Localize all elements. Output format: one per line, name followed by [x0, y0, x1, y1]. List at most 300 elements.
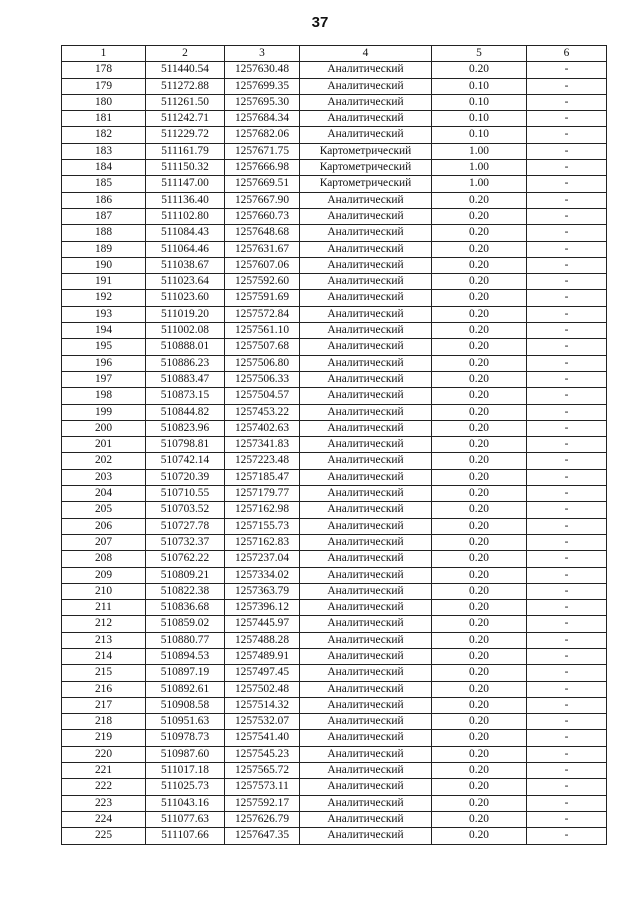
table-cell: 1257179.77	[225, 486, 300, 502]
table-cell: 511084.43	[146, 225, 225, 241]
table-row	[62, 469, 607, 485]
table-row	[62, 567, 607, 583]
table-row	[62, 404, 607, 420]
table-row	[62, 746, 607, 762]
table-cell: 1257507.68	[225, 339, 300, 355]
table-row	[62, 241, 607, 257]
table-cell: -	[527, 371, 607, 387]
column-header: 5	[432, 46, 527, 62]
table-cell: -	[527, 502, 607, 518]
table-cell: 510897.19	[146, 665, 225, 681]
table-cell: 0.20	[432, 290, 527, 306]
table-cell: 510703.52	[146, 502, 225, 518]
table-cell: 510732.37	[146, 534, 225, 550]
table-row	[62, 502, 607, 518]
coordinates-table	[61, 45, 607, 845]
table-cell: 1257648.68	[225, 225, 300, 241]
table-cell: 1257669.51	[225, 176, 300, 192]
table-body	[62, 62, 607, 844]
table-cell: 206	[62, 518, 146, 534]
table-cell: 196	[62, 355, 146, 371]
table-cell: -	[527, 78, 607, 94]
table-cell: -	[527, 94, 607, 110]
table-cell: 0.10	[432, 127, 527, 143]
table-cell: -	[527, 225, 607, 241]
table-row	[62, 518, 607, 534]
table-cell: -	[527, 257, 607, 273]
table-cell: 217	[62, 697, 146, 713]
table-cell: 183	[62, 143, 146, 159]
table-cell: Аналитический	[300, 583, 432, 599]
table-row	[62, 62, 607, 78]
table-cell: -	[527, 453, 607, 469]
table-cell: 0.20	[432, 648, 527, 664]
table-cell: 0.20	[432, 534, 527, 550]
table-cell: 510844.82	[146, 404, 225, 420]
table-cell: 511107.66	[146, 828, 225, 844]
table-row	[62, 697, 607, 713]
table-cell: -	[527, 681, 607, 697]
table-cell: Аналитический	[300, 730, 432, 746]
table-cell: 195	[62, 339, 146, 355]
table-row	[62, 648, 607, 664]
table-cell: -	[527, 697, 607, 713]
table-cell: 0.10	[432, 78, 527, 94]
table-cell: 225	[62, 828, 146, 844]
table-cell: Аналитический	[300, 257, 432, 273]
table-cell: 181	[62, 111, 146, 127]
table-row	[62, 420, 607, 436]
table-cell: -	[527, 600, 607, 616]
table-cell: 511136.40	[146, 192, 225, 208]
table-cell: 219	[62, 730, 146, 746]
table-cell: -	[527, 355, 607, 371]
table-cell: Аналитический	[300, 225, 432, 241]
table-cell: -	[527, 714, 607, 730]
table-cell: -	[527, 290, 607, 306]
table-row	[62, 714, 607, 730]
column-header: 4	[300, 46, 432, 62]
table-cell: Аналитический	[300, 779, 432, 795]
table-cell: 0.20	[432, 502, 527, 518]
table-cell: 0.20	[432, 616, 527, 632]
table-cell: 511272.88	[146, 78, 225, 94]
table-cell: Аналитический	[300, 600, 432, 616]
table-cell: 0.20	[432, 371, 527, 387]
table-cell: -	[527, 143, 607, 159]
table-row	[62, 681, 607, 697]
table-cell: -	[527, 567, 607, 583]
table-cell: Аналитический	[300, 78, 432, 94]
table-cell: Аналитический	[300, 828, 432, 844]
table-cell: 510859.02	[146, 616, 225, 632]
table-row	[62, 257, 607, 273]
table-cell: 0.20	[432, 714, 527, 730]
table-cell: 184	[62, 160, 146, 176]
table-cell: 510894.53	[146, 648, 225, 664]
table-cell: 1257667.90	[225, 192, 300, 208]
table-cell: Картометрический	[300, 176, 432, 192]
table-row	[62, 616, 607, 632]
table-cell: 0.20	[432, 567, 527, 583]
table-cell: 192	[62, 290, 146, 306]
table-row	[62, 355, 607, 371]
table-cell: Аналитический	[300, 192, 432, 208]
table-cell: -	[527, 420, 607, 436]
table-cell: -	[527, 111, 607, 127]
table-cell: 1257162.98	[225, 502, 300, 518]
table-cell: 0.20	[432, 795, 527, 811]
table-cell: 0.20	[432, 404, 527, 420]
table-cell: 0.20	[432, 208, 527, 224]
table-cell: 0.20	[432, 192, 527, 208]
table-cell: 1257541.40	[225, 730, 300, 746]
table-cell: 0.20	[432, 339, 527, 355]
table-cell: 511043.16	[146, 795, 225, 811]
table-cell: -	[527, 551, 607, 567]
table-cell: 511017.18	[146, 763, 225, 779]
table-cell: 1257592.17	[225, 795, 300, 811]
table-cell: 510908.58	[146, 697, 225, 713]
table-cell: 1257591.69	[225, 290, 300, 306]
table-cell: 185	[62, 176, 146, 192]
table-cell: 1.00	[432, 160, 527, 176]
table-cell: 190	[62, 257, 146, 273]
table-row	[62, 78, 607, 94]
table-cell: -	[527, 437, 607, 453]
table-cell: Картометрический	[300, 160, 432, 176]
table-cell: 0.20	[432, 632, 527, 648]
table-cell: 1257626.79	[225, 811, 300, 827]
table-row	[62, 665, 607, 681]
table-cell: 510883.47	[146, 371, 225, 387]
table-cell: -	[527, 648, 607, 664]
table-cell: 193	[62, 306, 146, 322]
table-cell: -	[527, 208, 607, 224]
table-cell: 1257660.73	[225, 208, 300, 224]
table-cell: -	[527, 763, 607, 779]
table-cell: 1257630.48	[225, 62, 300, 78]
table-cell: 511147.00	[146, 176, 225, 192]
table-row	[62, 339, 607, 355]
table-row	[62, 730, 607, 746]
table-cell: 511023.60	[146, 290, 225, 306]
table-cell: 1257223.48	[225, 453, 300, 469]
table-cell: 179	[62, 78, 146, 94]
table-cell: 510888.01	[146, 339, 225, 355]
table-cell: 194	[62, 323, 146, 339]
table-cell: -	[527, 306, 607, 322]
table-row	[62, 811, 607, 827]
column-header: 3	[225, 46, 300, 62]
table-cell: -	[527, 665, 607, 681]
table-cell: -	[527, 486, 607, 502]
table-cell: 0.20	[432, 763, 527, 779]
table-cell: 186	[62, 192, 146, 208]
page-number: 37	[311, 14, 329, 31]
table-cell: -	[527, 795, 607, 811]
table-cell: -	[527, 730, 607, 746]
table-cell: 0.20	[432, 355, 527, 371]
table-cell: Аналитический	[300, 290, 432, 306]
table-cell: 511002.08	[146, 323, 225, 339]
table-cell: 1257695.30	[225, 94, 300, 110]
table-cell: 1257363.79	[225, 583, 300, 599]
table-cell: Аналитический	[300, 648, 432, 664]
table-cell: 224	[62, 811, 146, 827]
table-cell: 1257699.35	[225, 78, 300, 94]
table-cell: 187	[62, 208, 146, 224]
table-cell: -	[527, 469, 607, 485]
table-cell: 0.20	[432, 306, 527, 322]
table-cell: 188	[62, 225, 146, 241]
table-cell: 213	[62, 632, 146, 648]
table-cell: Аналитический	[300, 371, 432, 387]
table-cell: Аналитический	[300, 355, 432, 371]
table-cell: 211	[62, 600, 146, 616]
table-cell: Аналитический	[300, 502, 432, 518]
table-cell: 0.10	[432, 94, 527, 110]
table-row	[62, 208, 607, 224]
table-cell: Аналитический	[300, 795, 432, 811]
table-cell: 510978.73	[146, 730, 225, 746]
table-cell: 0.20	[432, 274, 527, 290]
table-cell: 0.20	[432, 469, 527, 485]
table-cell: 0.20	[432, 420, 527, 436]
table-row	[62, 323, 607, 339]
table-cell: 511102.80	[146, 208, 225, 224]
table-cell: 1257396.12	[225, 600, 300, 616]
table-cell: 1257572.84	[225, 306, 300, 322]
table-cell: 0.20	[432, 388, 527, 404]
table-cell: 180	[62, 94, 146, 110]
table-row	[62, 453, 607, 469]
table-cell: 191	[62, 274, 146, 290]
table-cell: Аналитический	[300, 388, 432, 404]
table-cell: -	[527, 811, 607, 827]
table-cell: 511261.50	[146, 94, 225, 110]
table-cell: Аналитический	[300, 62, 432, 78]
table-cell: 216	[62, 681, 146, 697]
table-cell: -	[527, 632, 607, 648]
table-cell: Аналитический	[300, 420, 432, 436]
table-cell: 199	[62, 404, 146, 420]
table-cell: Аналитический	[300, 681, 432, 697]
table-cell: 1257504.57	[225, 388, 300, 404]
table-cell: 204	[62, 486, 146, 502]
table-cell: 0.20	[432, 241, 527, 257]
table-cell: Аналитический	[300, 616, 432, 632]
table-cell: 212	[62, 616, 146, 632]
table-cell: 1257545.23	[225, 746, 300, 762]
table-cell: 1257402.63	[225, 420, 300, 436]
table-cell: Аналитический	[300, 763, 432, 779]
table-cell: Аналитический	[300, 714, 432, 730]
table-cell: 0.20	[432, 486, 527, 502]
table-row	[62, 551, 607, 567]
table-cell: -	[527, 779, 607, 795]
table-cell: 220	[62, 746, 146, 762]
table-cell: 510720.39	[146, 469, 225, 485]
table-cell: 215	[62, 665, 146, 681]
table-cell: 1257155.73	[225, 518, 300, 534]
table-cell: Аналитический	[300, 811, 432, 827]
table-row	[62, 306, 607, 322]
table-cell: 511229.72	[146, 127, 225, 143]
table-cell: 1257561.10	[225, 323, 300, 339]
table-row	[62, 583, 607, 599]
table-cell: 0.20	[432, 583, 527, 599]
table-cell: -	[527, 339, 607, 355]
table-cell: -	[527, 176, 607, 192]
table-cell: 1.00	[432, 176, 527, 192]
table-cell: 1257682.06	[225, 127, 300, 143]
table-cell: Картометрический	[300, 143, 432, 159]
table-cell: Аналитический	[300, 274, 432, 290]
table-cell: 218	[62, 714, 146, 730]
table-cell: 1257445.97	[225, 616, 300, 632]
table-cell: Аналитический	[300, 437, 432, 453]
table-cell: -	[527, 127, 607, 143]
table-row	[62, 192, 607, 208]
table-cell: 1257532.07	[225, 714, 300, 730]
table-cell: 510742.14	[146, 453, 225, 469]
table-cell: 189	[62, 241, 146, 257]
table-cell: Аналитический	[300, 665, 432, 681]
table-row	[62, 290, 607, 306]
table-cell: 1257666.98	[225, 160, 300, 176]
table-cell: 209	[62, 567, 146, 583]
table-cell: 510822.38	[146, 583, 225, 599]
column-header: 2	[146, 46, 225, 62]
table-cell: 510880.77	[146, 632, 225, 648]
table-cell: 0.20	[432, 681, 527, 697]
table-cell: 197	[62, 371, 146, 387]
table-cell: -	[527, 160, 607, 176]
table-cell: 182	[62, 127, 146, 143]
table-cell: 1257573.11	[225, 779, 300, 795]
table-cell: Аналитический	[300, 208, 432, 224]
table-cell: Аналитический	[300, 551, 432, 567]
table-row	[62, 388, 607, 404]
table-cell: 510836.68	[146, 600, 225, 616]
table-cell: 1257453.22	[225, 404, 300, 420]
table-cell: 223	[62, 795, 146, 811]
table-row	[62, 795, 607, 811]
table-cell: 1257489.91	[225, 648, 300, 664]
table-cell: -	[527, 746, 607, 762]
table-cell: 511064.46	[146, 241, 225, 257]
table-cell: 510892.61	[146, 681, 225, 697]
table-cell: 1257341.83	[225, 437, 300, 453]
table-row	[62, 437, 607, 453]
table-cell: 1257607.06	[225, 257, 300, 273]
table-cell: Аналитический	[300, 339, 432, 355]
table-cell: 1257514.32	[225, 697, 300, 713]
table-cell: Аналитический	[300, 306, 432, 322]
table-cell: 0.20	[432, 62, 527, 78]
table-cell: 511025.73	[146, 779, 225, 795]
table-cell: 1257185.47	[225, 469, 300, 485]
table-row	[62, 486, 607, 502]
table-cell: 510886.23	[146, 355, 225, 371]
column-header: 6	[527, 46, 607, 62]
table-cell: -	[527, 828, 607, 844]
table-cell: 1257502.48	[225, 681, 300, 697]
table-cell: Аналитический	[300, 486, 432, 502]
table-cell: 1257497.45	[225, 665, 300, 681]
table-cell: 1257506.80	[225, 355, 300, 371]
table-cell: 0.20	[432, 225, 527, 241]
table-cell: 0.20	[432, 746, 527, 762]
table-cell: 511161.79	[146, 143, 225, 159]
table-cell: 1257162.83	[225, 534, 300, 550]
table-cell: 0.20	[432, 779, 527, 795]
table-cell: 1257237.04	[225, 551, 300, 567]
table-row	[62, 94, 607, 110]
table-cell: Аналитический	[300, 323, 432, 339]
table-cell: Аналитический	[300, 453, 432, 469]
table-cell: 0.20	[432, 730, 527, 746]
table-cell: -	[527, 192, 607, 208]
table-cell: 0.20	[432, 697, 527, 713]
table-row	[62, 779, 607, 795]
table-row	[62, 111, 607, 127]
table-cell: 202	[62, 453, 146, 469]
table-cell: 511242.71	[146, 111, 225, 127]
table-row	[62, 534, 607, 550]
table-cell: 1257671.75	[225, 143, 300, 159]
table-header-row	[62, 46, 607, 62]
table-cell: Аналитический	[300, 127, 432, 143]
table-cell: 511019.20	[146, 306, 225, 322]
table-row	[62, 763, 607, 779]
table-cell: 0.20	[432, 323, 527, 339]
table-cell: 1.00	[432, 143, 527, 159]
table-cell: 1257592.60	[225, 274, 300, 290]
table-cell: Аналитический	[300, 697, 432, 713]
table-cell: Аналитический	[300, 518, 432, 534]
table-cell: -	[527, 388, 607, 404]
table-cell: Аналитический	[300, 241, 432, 257]
table-cell: 198	[62, 388, 146, 404]
table-cell: 214	[62, 648, 146, 664]
table-cell: -	[527, 616, 607, 632]
table-cell: -	[527, 404, 607, 420]
table-cell: 210	[62, 583, 146, 599]
table-cell: Аналитический	[300, 469, 432, 485]
table-cell: 222	[62, 779, 146, 795]
table-row	[62, 600, 607, 616]
table-cell: 201	[62, 437, 146, 453]
table-cell: 178	[62, 62, 146, 78]
table-cell: 511440.54	[146, 62, 225, 78]
table-cell: 510987.60	[146, 746, 225, 762]
table-cell: Аналитический	[300, 746, 432, 762]
table-cell: 1257647.35	[225, 828, 300, 844]
table-cell: 0.20	[432, 551, 527, 567]
table-row	[62, 160, 607, 176]
table-cell: 205	[62, 502, 146, 518]
table-row	[62, 632, 607, 648]
table-cell: -	[527, 274, 607, 290]
table-cell: 510710.55	[146, 486, 225, 502]
table-cell: 510798.81	[146, 437, 225, 453]
table-cell: 1257565.72	[225, 763, 300, 779]
table-cell: 0.20	[432, 600, 527, 616]
table-cell: 511077.63	[146, 811, 225, 827]
table-cell: 1257334.02	[225, 567, 300, 583]
